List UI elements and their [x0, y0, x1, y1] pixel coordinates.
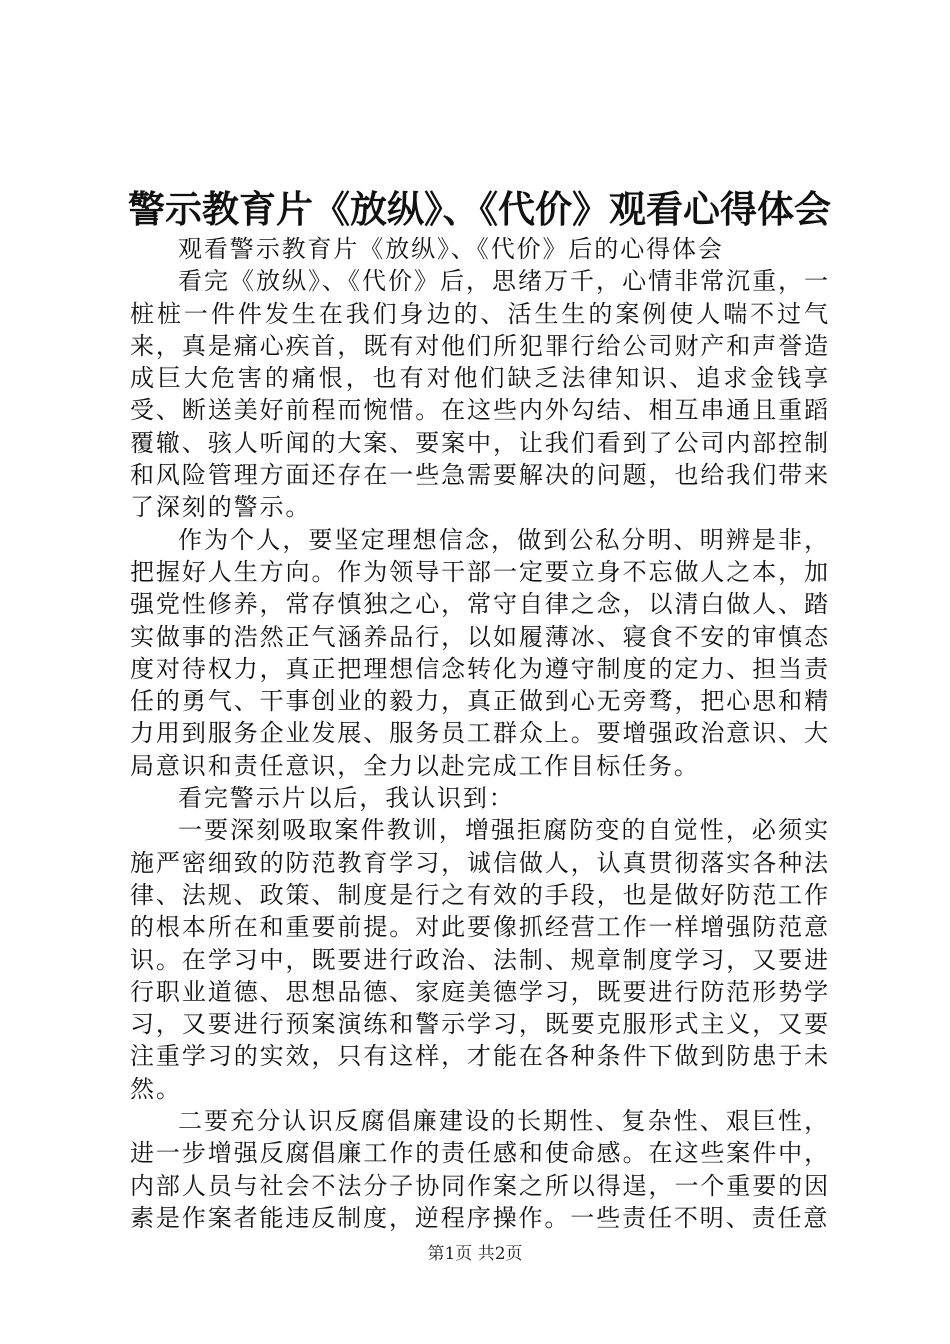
document-body	[130, 233, 830, 1234]
paragraph: 作为个人，要坚定理想信念，做到公私分明、明辨是非，把握好人生方向。作为领导干部一定要立身不忘做人之本，加强党性修养，常存慎独之心，常守自律之念，以清白做人、踏实做事的浩然正气涵养品行，以如履薄冰、寝食不安的审慎态度对待权力，真正把理想信念转化为遵守制度的定力、担当责任的勇气、干事创业的毅力，真正做到心无旁骛，把心思和精力用到服务企业发展、服务员工群众上。要增强政治意识、大局意识和责任意识，全力以赴完成工作目标任务。	[130, 525, 830, 780]
paragraph: 看完警示片以后，我认识到：	[178, 784, 515, 813]
paragraph: 二要充分认识反腐倡廉建设的长期性、复杂性、艰巨性，进一步增强反腐倡廉工作的责任感和使命感。在这些案件中，内部人员与社会不法分子协同作案之所以得逞，一个重要的因素是作案者能违反制度，逆程序操作。一些责任不明、责任意	[130, 1107, 830, 1232]
paragraph: 一要深刻吸取案件教训，增强拒腐防变的自觉性，必须实施严密细致的防范教育学习，诚信做人，认真贯彻落实各种法律、法规、政策、制度是行之有效的手段，也是做好防范工作的根本所在和重要前提。对此要像抓经营工作一样增强防范意识。在学习中，既要进行政治、法制、规章制度学习，又要进行职业道德、思想品德、家庭美德学习，既要进行防范形势学习，又要进行预案演练和警示学习，既要克服形式主义，又要注重学习的实效，只有这样，才能在各种条件下做到防患于未然。	[130, 816, 830, 1103]
paragraph: 看完《放纵》、《代价》后，思绪万千，心情非常沉重，一桩桩一件件发生在我们身边的、活生生的案例使人喘不过气来，真是痛心疾首，既有对他们所犯罪行给公司财产和声誉造成巨大危害的痛恨，也有对他们缺乏法律知识、追求金钱享受、断送美好前程而惋惜。在这些内外勾结、相互串通且重蹈覆辙、骇人听闻的大案、要案中，让我们看到了公司内部控制和风险管理方面还存在一些急需要解决的问题，也给我们带来了深刻的警示。	[130, 267, 830, 522]
document-title: 警示教育片《放纵》、《代价》观看心得体会	[128, 188, 831, 231]
page-number-footer: 第1页 共2页	[427, 1244, 523, 1264]
paragraph-subtitle: 观看警示教育片《放纵》、《代价》后的心得体会	[178, 235, 724, 263]
